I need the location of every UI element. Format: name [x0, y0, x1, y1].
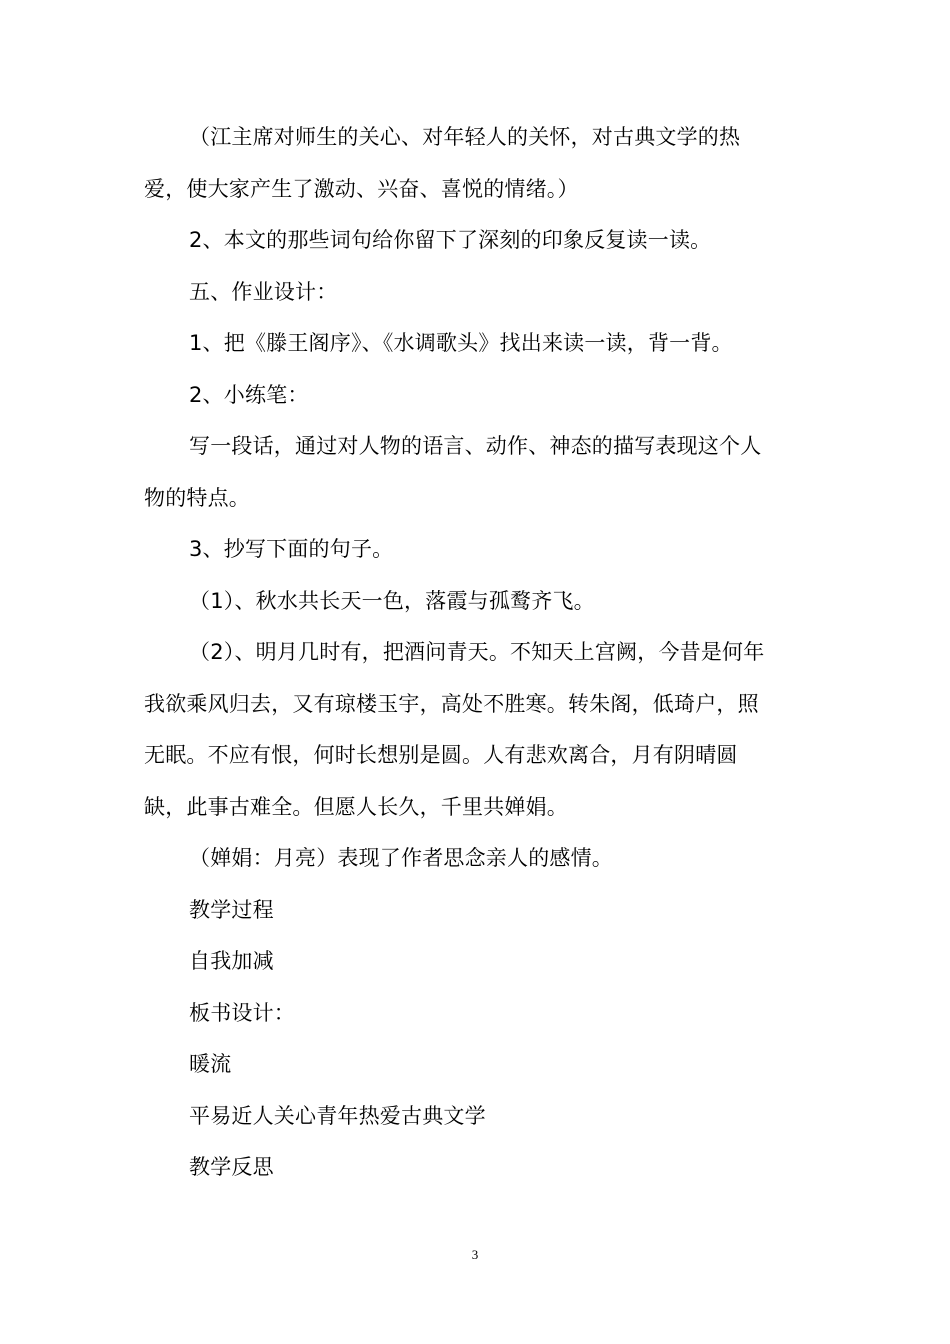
paragraph-line: 板书设计： — [189, 1001, 295, 1025]
paragraph-line: 无眠。不应有恨，何时长想别是圆。人有悲欢离合，月有阴晴圆 — [144, 743, 738, 767]
paragraph-line: 写一段话，通过对人物的语言、动作、神态的描写表现这个人 — [189, 434, 762, 458]
paragraph-line: （2）、明月几时有，把酒问青天。不知天上宫阙，今昔是何年 — [189, 640, 765, 664]
paragraph-line: （婵娟：月亮）表现了作者思念亲人的感情。 — [189, 846, 613, 870]
paragraph-line: 教学过程 — [189, 898, 274, 922]
section-heading: 五、作业设计： — [189, 280, 338, 304]
paragraph-line: 教学反思 — [189, 1155, 274, 1179]
paragraph-line: 爱，使大家产生了激动、兴奋、喜悦的情绪。） — [144, 177, 579, 201]
page-number: 3 — [471, 1247, 479, 1262]
paragraph-line: （江主席对师生的关心、对年轻人的关怀，对古典文学的热 — [189, 125, 741, 149]
paragraph-line: 2、小练笔： — [189, 383, 309, 407]
paragraph-line: 1、把《滕王阁序》、《水调歌头》找出来读一读，背一背。 — [189, 331, 733, 355]
paragraph-line: 缺，此事古难全。但愿人长久，千里共婵娟。 — [144, 795, 568, 819]
paragraph-line: 暖流 — [189, 1052, 232, 1076]
paragraph-line: 物的特点。 — [144, 486, 250, 510]
paragraph-line: （1）、秋水共长天一色，落霞与孤鹜齐飞。 — [189, 589, 595, 613]
paragraph-line: 自我加减 — [189, 949, 274, 973]
paragraph-line: 平易近人关心青年热爱古典文学 — [189, 1104, 486, 1128]
paragraph-line: 我欲乘风归去，又有琼楼玉宇，高处不胜寒。转朱阁，低琦户，照 — [144, 692, 759, 716]
paragraph-line: 2、本文的那些词句给你留下了深刻的印象反复读一读。 — [189, 228, 712, 252]
paragraph-line: 3、抄写下面的句子。 — [189, 537, 394, 561]
